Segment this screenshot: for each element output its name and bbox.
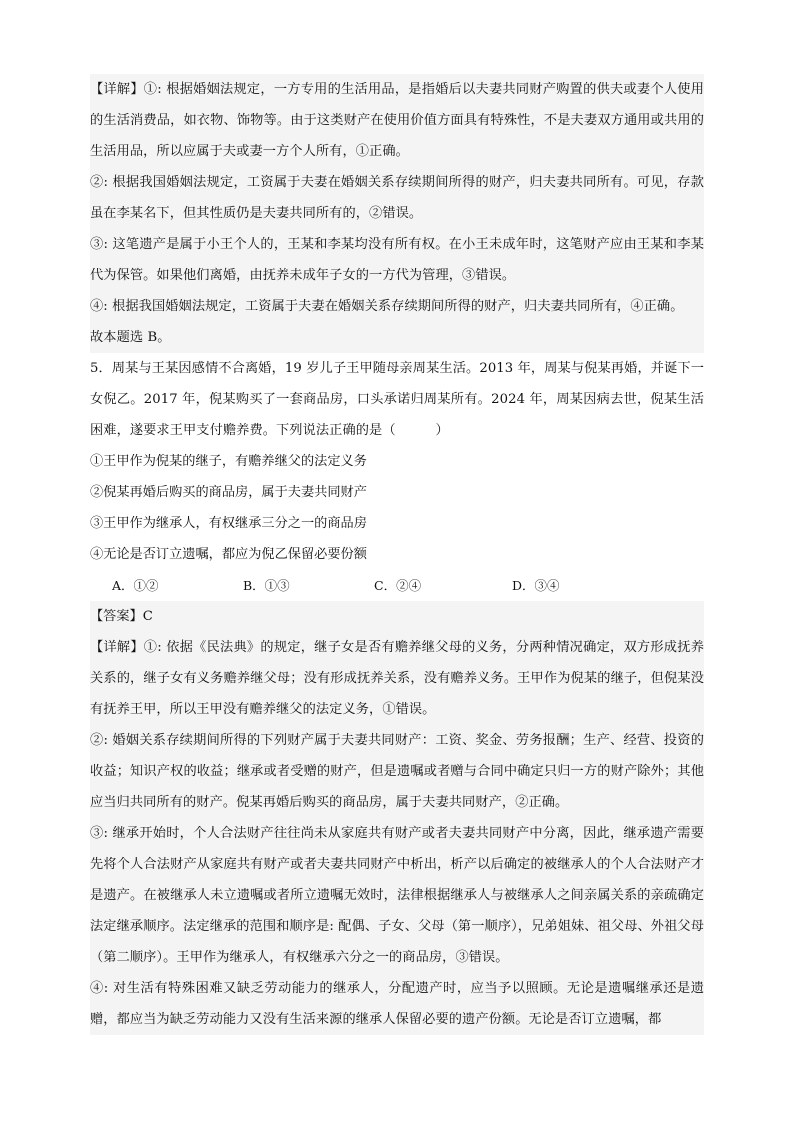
explanation-paragraph-3: ③: 这笔遗产是属于小王个人的，王某和李某均没有所有权。在小王未成年时，这笔财产应由王某和李某代为保管。如果他们离婚，由抚养未成年子女的一方代为管理，③错误。: [90, 237, 704, 283]
answer-line: 【答案】C: [90, 609, 153, 624]
question-5: [90, 353, 704, 601]
choice-b: B．①③: [243, 578, 290, 593]
choice-a: A．①②: [112, 578, 159, 593]
answer-explanation-block: [90, 601, 704, 1035]
choice-c: C．②④: [374, 578, 422, 593]
answer-choices: [90, 570, 704, 601]
document-page: [90, 74, 704, 1035]
detail-paragraph-1: 【详解】①: 依据《民法典》的规定，继子女是否有赡养继父母的义务，分两种情况确定，双方形成抚养关系的，继子女有义务赡养继父母；没有形成抚养关系，没有赡养义务。王甲作为倪某的继子，但倪某没有抚养王甲，所以王甲没有赡养继父的法定义务，①错误。: [90, 640, 704, 717]
detail-paragraph-4: ④: 对生活有特殊困难又缺乏劳动能力的继承人，分配遗产时，应当予以照顾。无论是遗嘱继承还是遗赠，都应当为缺乏劳动能力又没有生活来源的继承人保留必要的遗产份额。无论是否订立遗嘱，都: [90, 981, 704, 1027]
question-stem: 5．周某与王某因感情不合离婚，19 岁儿子王甲随母亲周某生活。2013 年，周某与倪某再婚，并诞下一女倪乙。2017 年，倪某购买了一套商品房，口头承诺归周某所有。2024 年，周某因病去世，倪某生活困难，遂要求王甲支付赡养费。下列说法正确的是（ ）: [90, 361, 704, 438]
choice-d: D．③④: [512, 578, 560, 593]
conclusion-line: 故本题选 B。: [90, 330, 171, 345]
detail-paragraph-3: ③: 继承开始时，个人合法财产往往尚未从家庭共有财产或者夫妻共同财产中分离，因此，继承遗产需要先将个人合法财产从家庭共有财产或者夫妻共同财产中析出，析产以后确定的被继承人的个人合法财产才是遗产。在被继承人未立遗嘱或者所立遗嘱无效时，法律根据继承人与被继承人之间亲属关系的亲疏确定法定继承顺序。法定继承的范围和顺序是: 配偶、子女、父母（第一顺序），兄弟姐妹、祖父母、外祖父母（第二顺序）。王甲作为继承人，有权继承六分之一的商品房，③错误。: [90, 826, 704, 965]
detail-paragraph-2: ②: 婚姻关系存续期间所得的下列财产属于夫妻共同财产：工资、奖金、劳务报酬；生产、经营、投资的收益；知识产权的收益；继承或者受赠的财产，但是遗嘱或者赠与合同中确定只归一方的财产除外；其他应当归共同所有的财产。倪某再婚后购买的商品房，属于夫妻共同财产，②正确。: [90, 733, 704, 810]
explanation-block-previous: [90, 74, 704, 353]
option-statement-1: ①王甲作为倪某的继子，有赡养继父的法定义务: [90, 454, 367, 469]
explanation-paragraph-4: ④: 根据我国婚姻法规定，工资属于夫妻在婚姻关系存续期间所得的财产，归夫妻共同所有，④正确。: [90, 299, 684, 314]
option-statement-4: ④无论是否订立遗嘱，都应为倪乙保留必要份额: [90, 547, 367, 562]
explanation-paragraph-2: ②: 根据我国婚姻法规定，工资属于夫妻在婚姻关系存续期间所得的财产，归夫妻共同所有。可见，存款虽在李某名下，但其性质仍是夫妻共同所有的，②错误。: [90, 175, 704, 221]
option-statement-2: ②倪某再婚后购买的商品房，属于夫妻共同财产: [90, 485, 367, 500]
option-statement-3: ③王甲作为继承人，有权继承三分之一的商品房: [90, 516, 367, 531]
explanation-paragraph-1: 【详解】①: 根据婚姻法规定，一方专用的生活用品，是指婚后以夫妻共同财产购置的供夫或妻个人使用的生活消费品，如衣物、饰物等。由于这类财产在使用价值方面具有特殊性，不是夫妻双方通用或共用的生活用品，所以应属于夫或妻一方个人所有，①正确。: [90, 82, 704, 159]
